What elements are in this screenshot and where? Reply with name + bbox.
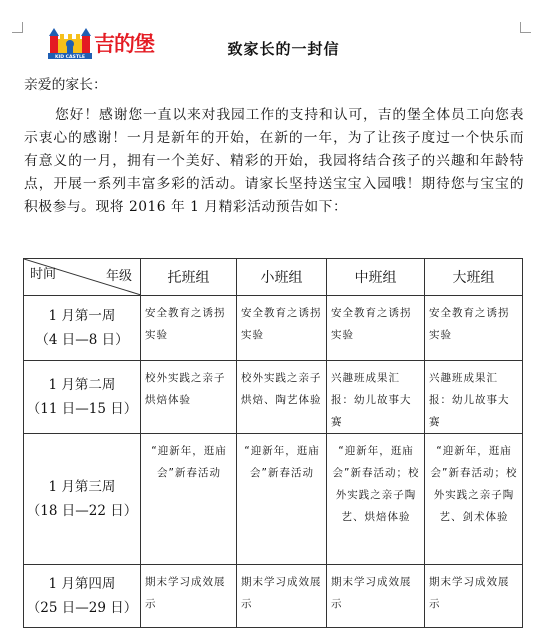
activity-cell: “迎新年，逛庙会”新春活动 bbox=[237, 434, 327, 565]
table-row bbox=[24, 565, 523, 628]
activity-cell: 期末学习成效展示 bbox=[237, 565, 327, 628]
activity-cell: 安全教育之诱拐实验 bbox=[237, 296, 327, 361]
week-dates: （18 日—22 日） bbox=[26, 503, 138, 519]
activity-cell: 期末学习成效展示 bbox=[425, 565, 523, 628]
activity-cell: 校外实践之亲子烘焙体验 bbox=[141, 361, 237, 434]
svg-text:KID CASTLE: KID CASTLE bbox=[54, 55, 86, 59]
diagonal-header-cell bbox=[24, 259, 141, 296]
week-dates: （4 日—8 日） bbox=[35, 332, 129, 348]
week-cell bbox=[24, 434, 141, 565]
week-dates: （11 日—15 日） bbox=[26, 401, 138, 417]
table-row bbox=[24, 434, 523, 565]
activity-cell: 期末学习成效展示 bbox=[141, 565, 237, 628]
header-grade-label: 年级 bbox=[105, 269, 132, 284]
activity-cell: 安全教育之诱拐实验 bbox=[327, 296, 425, 361]
header-time-label: 时间 bbox=[30, 267, 57, 282]
activity-cell: 期末学习成效展示 bbox=[327, 565, 425, 628]
activity-cell: 兴趣班成果汇报：幼儿故事大赛 bbox=[425, 361, 523, 434]
activity-cell: “迎新年，逛庙会”新春活动 bbox=[141, 434, 237, 565]
column-header: 托班组 bbox=[141, 259, 237, 296]
letter-title: 致家长的一封信 bbox=[227, 40, 340, 58]
activity-cell: “迎新年，逛庙会”新春活动；校外实践之亲子陶艺、剑术体验 bbox=[425, 434, 523, 565]
week-label: 1 月第二周 bbox=[48, 377, 116, 393]
activity-schedule-table bbox=[23, 258, 523, 628]
table-row bbox=[24, 296, 523, 361]
activity-cell: 校外实践之亲子烘焙、陶艺体验 bbox=[237, 361, 327, 434]
column-header: 大班组 bbox=[425, 259, 523, 296]
activity-cell: 兴趣班成果汇报：幼儿故事大赛 bbox=[327, 361, 425, 434]
margin-mark-top-left bbox=[12, 22, 23, 33]
week-dates: （25 日—29 日） bbox=[26, 600, 138, 616]
greeting: 亲爱的家长： bbox=[24, 77, 107, 93]
week-cell bbox=[24, 565, 141, 628]
activity-cell: 安全教育之诱拐实验 bbox=[141, 296, 237, 361]
activity-cell: “迎新年，逛庙会”新春活动；校外实践之亲子陶艺、烘焙体验 bbox=[327, 434, 425, 565]
week-label: 1 月第三周 bbox=[48, 479, 116, 495]
brand-name: 吉的堡 bbox=[94, 32, 154, 56]
week-label: 1 月第一周 bbox=[48, 308, 116, 324]
column-header: 中班组 bbox=[327, 259, 425, 296]
week-label: 1 月第四周 bbox=[48, 576, 116, 592]
week-cell bbox=[24, 296, 141, 361]
activity-cell: 安全教育之诱拐实验 bbox=[425, 296, 523, 361]
letter-body: 您好！感谢您一直以来对我园工作的支持和认可，吉的堡全体员工向您表示衷心的感谢！一月是新年的开始，在新的一年，为了让孩子度过一个快乐而有意义的一月，拥有一个美好、精彩的开始，我园将结合孩子的兴趣和年龄特点，开展一系列丰富多彩的活动。请家长坚持送宝宝入园哦！期待您与宝宝的积极参与。现将 2016 年 1 月精彩活动预告如下： bbox=[24, 107, 524, 215]
week-cell bbox=[24, 361, 141, 434]
margin-mark-top-right bbox=[520, 22, 531, 33]
column-header: 小班组 bbox=[237, 259, 327, 296]
table-header-row bbox=[24, 259, 523, 296]
table-row bbox=[24, 361, 523, 434]
